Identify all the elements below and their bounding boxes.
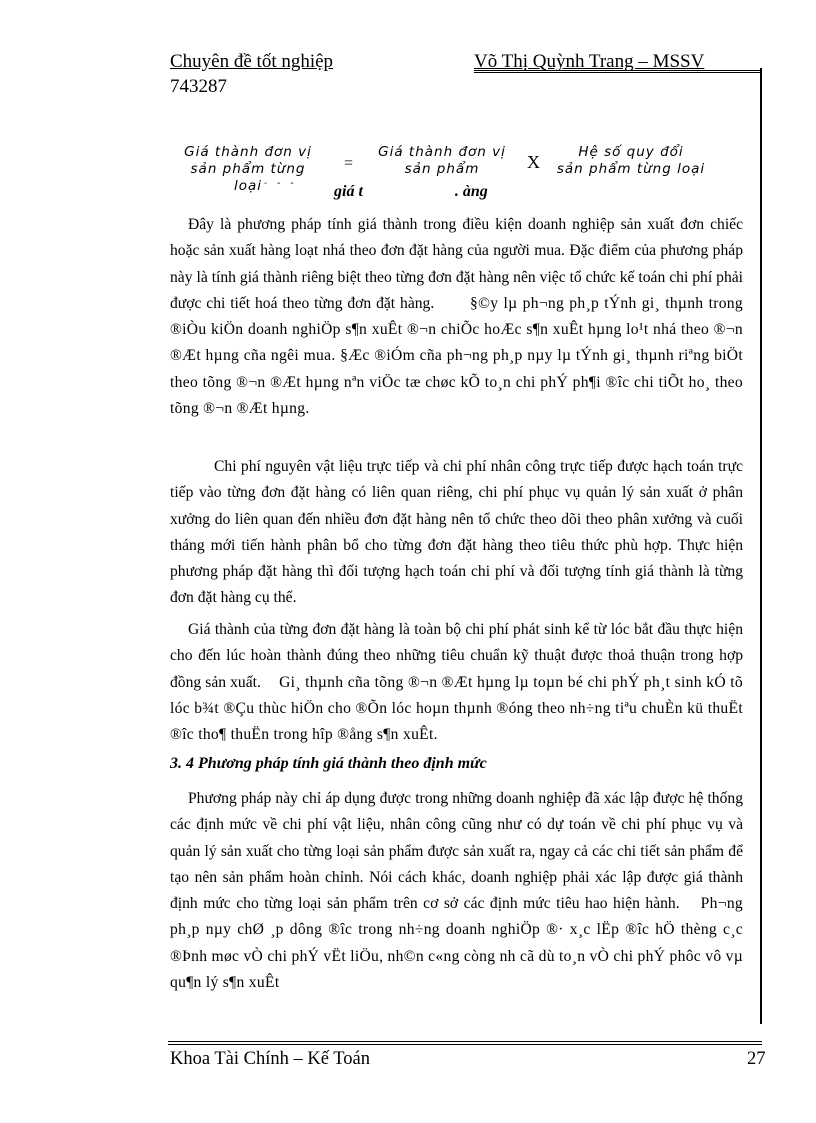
footer-department: Khoa Tài Chính – Kế Toán	[170, 1049, 370, 1069]
formula-term-line: sản phẩm từng loại	[190, 161, 306, 194]
cropped-heading-fragment: ˘ ˆ ˆ	[264, 181, 298, 191]
paragraph-text: Đây là phương pháp tính giá thành trong điều kiện doanh nghiệp sản xuất đơn chiếc hoặc sản xuất hàng loạt nhá theo đơn đặt hàng của người mua. Đặc điểm của phương pháp này là tính giá thành riêng biệt theo từng đơn đặt hàng nên việc tổ chức kế toán chi phí phải được chi tiết hoá theo từng đơn đặt hàng.	[170, 216, 743, 312]
paragraph-order-cost	[170, 617, 743, 748]
cropped-heading-part: giá t	[334, 183, 363, 200]
page-number: 27	[747, 1049, 766, 1069]
formula-equals: =	[344, 155, 354, 172]
formula-term-conversion-factor	[556, 144, 706, 178]
formula-term-line: sản phẩm từng loại	[556, 161, 706, 177]
paragraph-job-order-costing	[170, 212, 743, 422]
cropped-heading-part: . àng	[454, 183, 488, 200]
cropped-heading	[334, 183, 488, 201]
formula-term-line: sản phẩm	[404, 161, 480, 177]
right-border-line	[760, 68, 762, 1024]
formula-term-line: Hệ số quy đổi	[578, 144, 684, 160]
paragraph-garbled-text: §©y lµ ph¬ng ph¸p tÝnh gi¸ thµnh trong ®iÒu kiÖn doanh nghiÖp s¶n xuÊt ®¬n chiÕc hoÆc s¶n xuÊt hµng lo¹t nhá theo ®¬n ®Æt hµng cña ngêi mua. §Æc ®iÓm cña ph¬ng ph¸p nµy lµ tÝnh gi¸ thµnh riªng biÖt theo tõng ®¬n ®Æt hµng nªn viÖc tæ chøc kÕ to¸n chi phÝ ph¶i ®îc chi tiÕt ho¸ theo tõng ®¬n ®Æt hµng.	[170, 294, 744, 418]
paragraph-text: Giá thành của từng đơn đặt hàng là toàn bộ chi phí phát sinh kể từ lóc bắt đầu thực hiện cho đến lúc hoàn thành đúng theo những tiêu chuẩn kỹ thuật được thoả thuận trong hợp đồng sản xuất.	[170, 621, 743, 691]
paragraph-garbled-text: Gi¸ thµnh cña tõng ®¬n ®Æt hµng lµ toµn bé chi phÝ ph¸t sinh kÓ tõ lóc b¾t ®Çu thùc hiÖn cho ®Õn lóc hoµn thµnh ®óng theo nh÷ng tiªu chuÈn kü thuËt ®îc tho¶ thuËn trong hîp ®ång s¶n xuÊt.	[170, 673, 743, 744]
formula-term-unit-cost	[372, 144, 512, 178]
header-student-id: 743287	[170, 76, 227, 97]
section-heading: 3. 4 Phương pháp tính giá thành theo định mức	[170, 755, 487, 772]
formula-term-line: Giá thành đơn vị	[184, 144, 312, 160]
paragraph-standard-costing	[170, 786, 743, 996]
formula-times: X	[527, 152, 540, 172]
header-title: Chuyên đề tốt nghiệp	[170, 51, 334, 72]
paragraph-garbled-text: Ph¬ng ph¸p nµy chØ ¸p dông ®îc trong nh÷ng doanh nghiÖp ®· x¸c lËp ®îc hÖ thèng c¸c ®Þnh møc vÒ chi phÝ vËt liÖu, nh©n c«ng còng nh cã dù to¸n vÒ chi phÝ phôc vô vµ qu¶n lý s¶n xuÊt	[170, 895, 744, 992]
paragraph-direct-costs: Chi phí nguyên vật liệu trực tiếp và chi phí nhân công trực tiếp được hạch toán trực tiếp vào từng đơn đặt hàng có liên quan riêng, chi phí phục vụ quản lý sản xuất ở phân xưởng do liên quan đến nhiều đơn đặt hàng nên tổ chức theo dõi theo phân xưởng và cuối tháng mới tiến hành phân bổ cho từng đơn đặt hàng theo tiêu thức phù hợp. Thực hiện phương pháp đặt hàng thì đối tượng hạch toán chi phí và đối tượng tính giá thành là từng đơn đặt hàng cụ thể.	[170, 458, 743, 607]
formula-term-line: Giá thành đơn vị	[378, 144, 506, 160]
footer-rule	[168, 1041, 762, 1045]
paragraph-text: Phương pháp này chỉ áp dụng được trong những doanh nghiệp đã xác lập được hệ thống các định mức về chi phí vật liệu, nhân công cũng như có dự toán về chi phí phục vụ và quản lý sản xuất cho từng loại sản phẩm được sản xuất ra, ngay cả các chi tiết sản phẩm để tạo nên sản phẩm hoàn chỉnh. Nói cách khác, doanh nghiệp phải xác lập được giá thành định mức cho từng loại sản phẩm trên cơ sở các định mức tiêu hao hiện hành.	[170, 790, 743, 913]
header-author: Võ Thị Quỳnh Trang – MSSV	[474, 51, 705, 72]
